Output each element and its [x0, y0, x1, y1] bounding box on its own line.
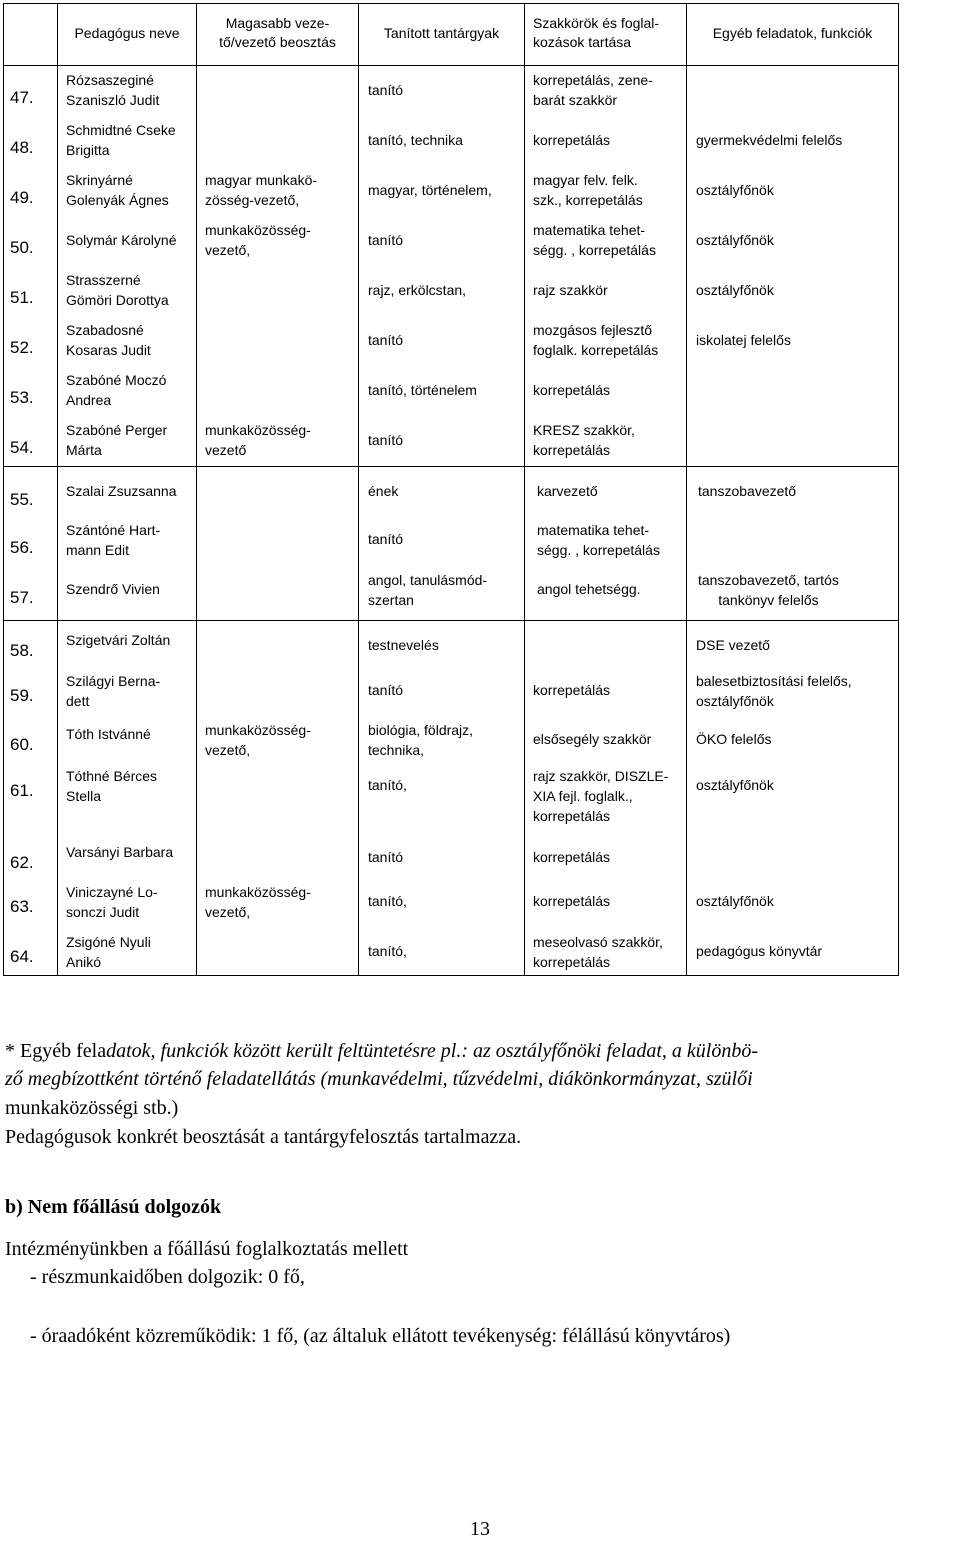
teacher-name: Szigetvári Zoltán: [66, 632, 171, 648]
teacher-name: Solymár Károlyné: [66, 232, 177, 248]
teacher-name: Tóth Istvánné: [66, 726, 151, 742]
group-separator-1: [3, 466, 899, 467]
teacher-name: Szabóné Perger Márta: [66, 422, 168, 458]
row-number: 53.: [10, 388, 34, 407]
subjects: biológia, földrajz, technika,: [368, 722, 474, 758]
clubs: mozgásos fejlesztő foglalk. korrepetálás: [533, 322, 659, 358]
clubs: rajz szakkör, DISZLE- XIA fejl. foglalk., korrepetálás: [533, 768, 669, 824]
subjects: tanító: [368, 82, 404, 98]
other-duties: osztályfőnök: [696, 282, 774, 298]
header-separator: [3, 65, 899, 66]
clubs: matematika tehet- ségg. , korrepetálás: [537, 522, 660, 558]
other-duties: osztályfőnök: [696, 232, 774, 248]
position: munkaközösség- vezető: [205, 422, 311, 458]
subjects: magyar, történelem,: [368, 182, 492, 198]
other-duties: balesetbiztosítási felelős, osztályfőnök: [696, 673, 852, 709]
subjects: tanító: [368, 849, 404, 865]
clubs: angol tehetségg.: [537, 581, 641, 597]
table-border-top: [3, 3, 899, 4]
footnote-line-4: Pedagógusok konkrét beosztását a tantárgyfelosztás tartalmazza.: [5, 1126, 522, 1148]
other-duties: DSE vezető: [696, 637, 770, 653]
position: munkaközösség- vezető,: [205, 722, 311, 758]
other-duties: tanszobavezető: [698, 483, 797, 499]
subjects: tanító: [368, 232, 404, 248]
subjects: tanító,: [368, 777, 407, 793]
clubs: korrepetálás: [533, 849, 611, 865]
clubs: korrepetálás, zene- barát szakkör: [533, 72, 653, 108]
table-border-right: [898, 3, 899, 976]
col-sep-name: [196, 3, 197, 976]
header-other: Egyéb feladatok, funkciók: [712, 25, 873, 41]
row-number: 55.: [10, 490, 34, 509]
subjects: ének: [368, 483, 399, 499]
other-duties: gyermekvédelmi felelős: [696, 132, 843, 148]
other-duties: ÖKO felelős: [696, 731, 772, 747]
position: magyar munkakö- zösség-vezető,: [205, 172, 318, 208]
position: munkaközösség- vezető,: [205, 222, 311, 258]
teacher-name: Skrinyárné Golenyák Ágnes: [66, 172, 169, 208]
teacher-name: Szendrő Vivien: [66, 581, 160, 597]
teacher-name: Zsigóné Nyuli Anikó: [66, 934, 151, 970]
row-number: 50.: [10, 238, 34, 257]
row-number: 47.: [10, 88, 34, 107]
footnote-text-c: : az osztályfőnöki feladat, a különbö-: [461, 1040, 758, 1062]
col-sep-num: [57, 3, 58, 976]
header-clubs: Szakkörök és foglal- kozások tartása: [533, 15, 660, 50]
teacher-name: Strasszerné Gömöri Dorottya: [66, 272, 169, 308]
col-sep-subj: [524, 3, 525, 976]
header-position: Magasabb veze- tő/vezető beosztás: [219, 15, 336, 50]
section-paragraph-2: - részmunkaidőben dolgozik: 0 fő,: [30, 1266, 305, 1288]
clubs: KRESZ szakkör, korrepetálás: [533, 422, 635, 458]
clubs: magyar felv. felk. szk., korrepetálás: [533, 172, 643, 208]
header-name: Pedagógus neve: [74, 25, 180, 41]
section-paragraph-1: Intézményünkben a főállású foglalkoztatás mellett: [5, 1238, 409, 1260]
clubs: matematika tehet- ségg. , korrepetálás: [533, 222, 656, 258]
group-separator-2: [3, 620, 899, 621]
teacher-name: Szabadosné Kosaras Judit: [66, 322, 151, 358]
row-number: 57.: [10, 588, 34, 607]
subjects: angol, tanulásmód- szertan: [368, 572, 488, 608]
other-duties: tanszobavezető, tartós tankönyv felelős: [698, 572, 839, 608]
other-duties: osztályfőnök: [696, 182, 774, 198]
row-number: 48.: [10, 138, 34, 157]
row-number: 63.: [10, 897, 34, 916]
teacher-name: Szabóné Moczó Andrea: [66, 372, 167, 408]
row-number: 60.: [10, 735, 34, 754]
row-number: 54.: [10, 438, 34, 457]
other-duties: osztályfőnök: [696, 777, 774, 793]
clubs: rajz szakkör: [533, 282, 608, 298]
clubs: korrepetálás: [533, 682, 611, 698]
footnote-line-2: ző megbízottként történő feladatellátás (munkavédelmi, tűzvédelmi, diákönkormányzat, szülői: [5, 1068, 753, 1090]
other-duties: osztályfőnök: [696, 893, 774, 909]
other-duties: pedagógus könyvtár: [696, 943, 823, 959]
subjects: tanító: [368, 682, 404, 698]
other-duties: iskolatej felelős: [696, 332, 791, 348]
subjects: tanító, történelem: [368, 382, 477, 398]
subjects: tanító: [368, 531, 404, 547]
row-number: 56.: [10, 538, 34, 557]
table-border-bottom: [3, 975, 899, 976]
clubs: korrepetálás: [533, 382, 611, 398]
footnote-text-a: * Egyéb fela: [5, 1040, 107, 1062]
header-subjects: Tanított tantárgyak: [383, 25, 500, 41]
subjects: tanító, technika: [368, 132, 463, 148]
col-sep-pos: [358, 3, 359, 976]
teacher-name: Schmidtné Cseke Brigitta: [66, 122, 176, 158]
row-number: 51.: [10, 288, 34, 307]
table-border-left: [3, 3, 4, 976]
clubs: korrepetálás: [533, 893, 611, 909]
footnote-line-1: [5, 1040, 758, 1063]
col-sep-club: [686, 3, 687, 976]
teacher-name: Szalai Zsuzsanna: [66, 483, 177, 499]
teacher-name: Szántóné Hart- mann Edit: [66, 522, 161, 558]
row-number: 52.: [10, 338, 34, 357]
subjects: tanító,: [368, 893, 407, 909]
row-number: 61.: [10, 781, 34, 800]
row-number: 49.: [10, 188, 34, 207]
subjects: rajz, erkölcstan,: [368, 282, 467, 298]
row-number: 64.: [10, 947, 34, 966]
row-number: 62.: [10, 853, 34, 872]
section-heading: b) Nem főállású dolgozók: [5, 1196, 222, 1218]
clubs: meseolvasó szakkör, korrepetálás: [533, 934, 663, 970]
row-number: 58.: [10, 641, 34, 660]
subjects: testnevelés: [368, 637, 439, 653]
teacher-name: Varsányi Barbara: [66, 844, 174, 860]
footnote-text-b: datok, funkciók között került feltüntetésre pl.: [106, 1040, 462, 1062]
clubs: korrepetálás: [533, 132, 611, 148]
clubs: elsősegély szakkör: [533, 731, 652, 747]
clubs: karvezető: [537, 483, 598, 499]
teacher-name: Rózsaszeginé Szaniszló Judit: [66, 72, 160, 108]
teacher-name: Szilágyi Berna- dett: [66, 673, 161, 709]
subjects: tanító: [368, 332, 404, 348]
position: munkaközösség- vezető,: [205, 884, 311, 920]
page-number: 13: [470, 1518, 490, 1540]
teacher-name: Tóthné Bérces Stella: [66, 768, 158, 804]
row-number: 59.: [10, 686, 34, 705]
section-paragraph-3: - óraadóként közreműködik: 1 fő, (az általuk ellátott tevékenység: félállású könyvtáros): [30, 1325, 731, 1347]
subjects: tanító,: [368, 943, 407, 959]
footnote-line-3: munkaközösségi stb.): [5, 1097, 179, 1119]
teacher-name: Viniczayné Lo- sonczi Judit: [66, 884, 158, 920]
subjects: tanító: [368, 432, 404, 448]
